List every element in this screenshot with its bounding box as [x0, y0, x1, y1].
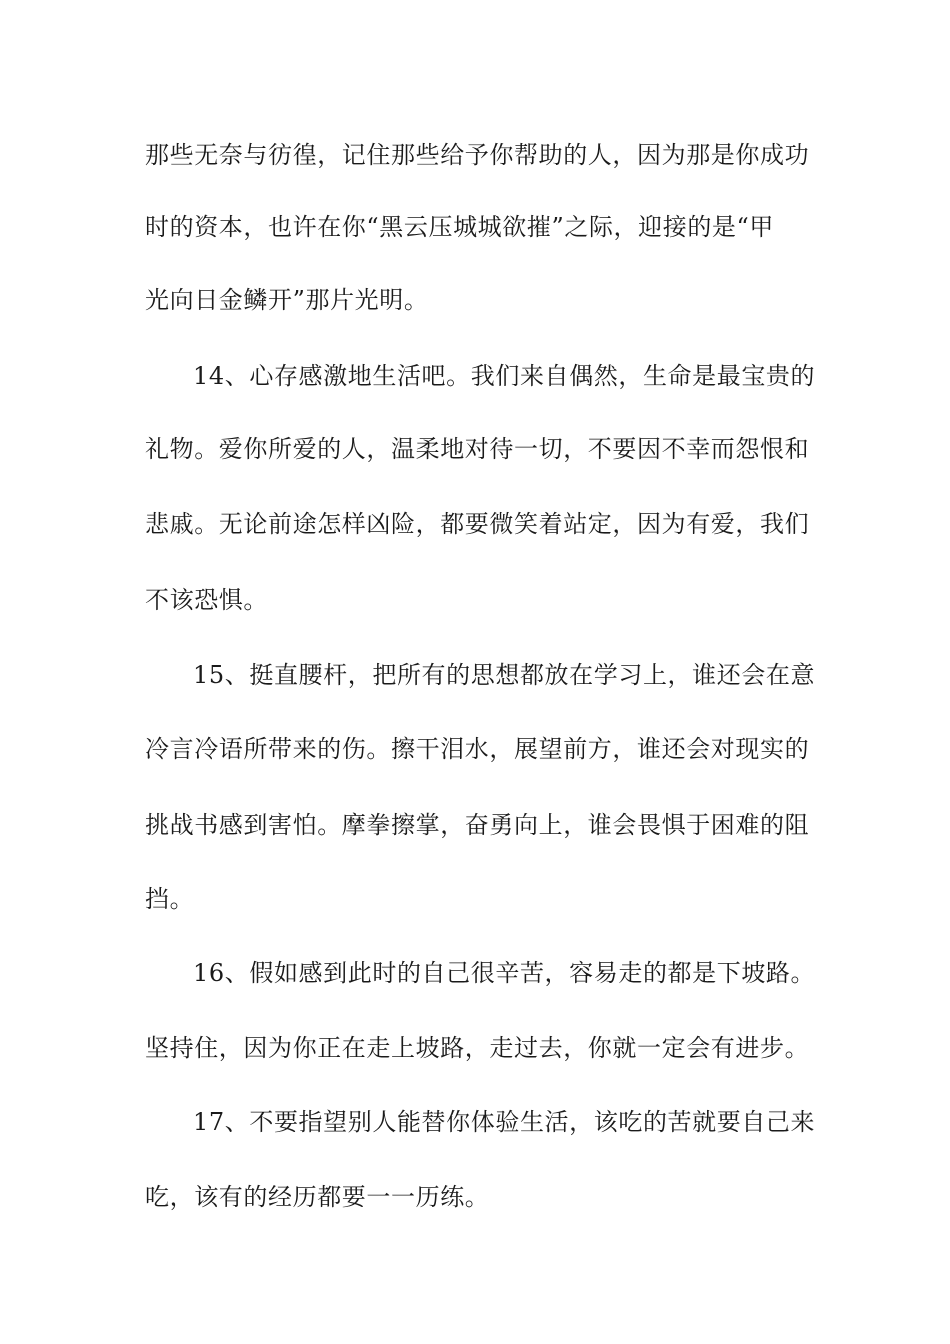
- paragraph-17-first-line: 17、不要指望别人能替你体验生活，该吃的苦就要自己来: [193, 1108, 816, 1136]
- text-line: 悲戚。无论前途怎样凶险，都要微笑着站定，因为有爱，我们: [145, 510, 810, 538]
- text-line: 不该恐惧。: [145, 586, 268, 614]
- text-line: 挑战书感到害怕。摩拳擦掌，奋勇向上，谁会畏惧于困难的阻: [145, 811, 810, 839]
- text-line: 那些无奈与彷徨，记住那些给予你帮助的人，因为那是你成功: [145, 141, 810, 169]
- paragraph-16-first-line: 16、假如感到此时的自己很辛苦，容易走的都是下坡路。: [193, 959, 816, 987]
- text-line: 坚持住，因为你正在走上坡路，走过去，你就一定会有进步。: [145, 1034, 810, 1062]
- text-line: 礼物。爱你所爱的人，温柔地对待一切，不要因不幸而怨恨和: [145, 435, 810, 463]
- text-line: 时的资本，也许在你“黑云压城城欲摧”之际，迎接的是“甲: [145, 213, 775, 241]
- text-line: 光向日金鳞开”那片光明。: [145, 286, 429, 314]
- text-line: 冷言冷语所带来的伤。擦干泪水，展望前方，谁还会对现实的: [145, 735, 810, 763]
- paragraph-14-first-line: 14、心存感激地生活吧。我们来自偶然，生命是最宝贵的: [193, 362, 816, 390]
- text-line: 吃，该有的经历都要一一历练。: [145, 1183, 490, 1211]
- paragraph-15-first-line: 15、挺直腰杆，把所有的思想都放在学习上，谁还会在意: [193, 661, 816, 689]
- text-line: 挡。: [145, 885, 195, 913]
